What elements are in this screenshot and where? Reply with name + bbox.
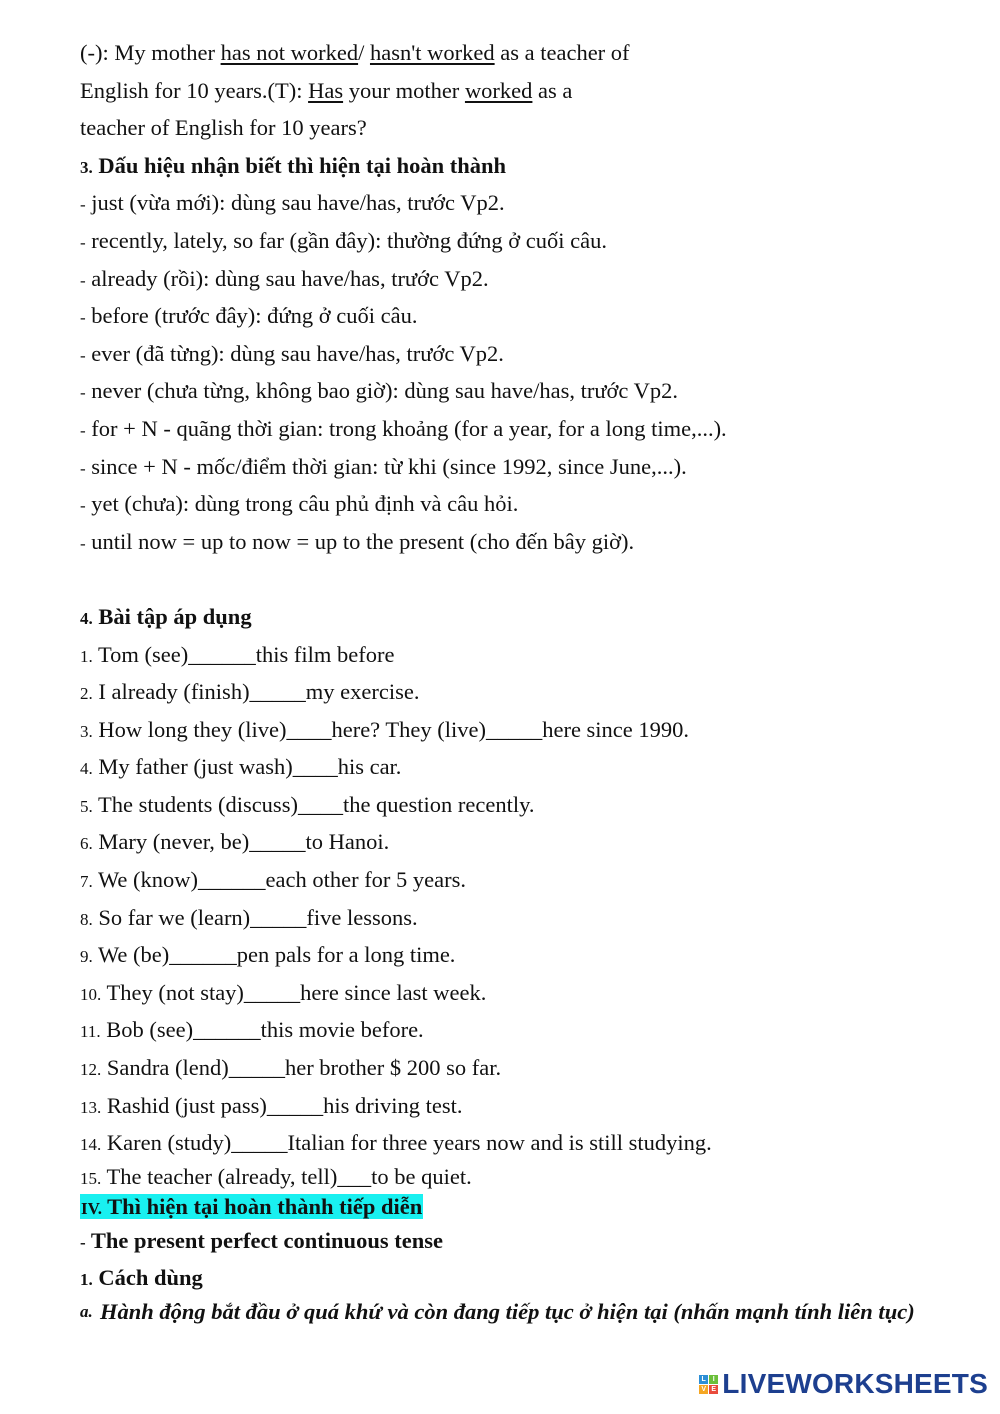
- exercise-item[interactable]: 15. The teacher (already, tell)___to be quiet.: [80, 1163, 472, 1189]
- exercise-item[interactable]: 12. Sandra (lend)_____her brother $ 200 so far.: [80, 1055, 502, 1081]
- underlined-verb: Has: [308, 77, 344, 103]
- worksheet-page: [80, 34, 940, 1326]
- list-item: - recently, lately, so far (gần đây): thường đứng ở cuối câu.: [80, 227, 608, 253]
- list-item: - never (chưa từng, không bao giờ): dùng sau have/has, trước Vp2.: [80, 378, 678, 404]
- exercise-item[interactable]: 9. We (be)______pen pals for a long time.: [80, 942, 456, 968]
- logo-tile: E: [709, 1385, 718, 1394]
- underlined-verb: worked: [464, 77, 533, 103]
- liveworksheets-logo-icon: [699, 1375, 718, 1394]
- intro-text: your mother: [343, 77, 465, 103]
- section-title: Bài tập áp dụng: [98, 603, 252, 629]
- list-item: - ever (đã từng): dùng sau have/has, trước Vp2.: [80, 340, 504, 366]
- section-title: Dấu hiệu nhận biết thì hiện tại hoàn thành: [98, 152, 507, 178]
- list-item: - since + N - mốc/điểm thời gian: từ khi (since 1992, since June,...).: [80, 453, 687, 479]
- liveworksheets-logo[interactable]: [699, 1368, 988, 1400]
- exercise-item[interactable]: 3. How long they (live)____here? They (live)_____here since 1990.: [80, 716, 690, 742]
- exercise-item[interactable]: 10. They (not stay)_____here since last week.: [80, 979, 487, 1005]
- usage-heading: 1. Cách dùng: [80, 1265, 203, 1291]
- list-item: - until now = up to now = up to the present (cho đến bây giờ).: [80, 528, 635, 554]
- logo-tile: L: [699, 1375, 708, 1384]
- exercise-item[interactable]: 11. Bob (see)______this movie before.: [80, 1017, 424, 1043]
- section-number: 3.: [80, 157, 93, 177]
- intro-line-2: [80, 72, 940, 110]
- list-item: - for + N - quãng thời gian: trong khoảng (for a year, for a long time,...).: [80, 415, 727, 441]
- exercise-item[interactable]: 7. We (know)______each other for 5 years.: [80, 867, 467, 893]
- highlighted-heading: IV. Thì hiện tại hoàn thành tiếp diễn: [81, 1193, 423, 1219]
- exercise-item[interactable]: 6. Mary (never, be)_____to Hanoi.: [80, 829, 390, 855]
- exercise-list: [80, 636, 940, 1192]
- list-item: - before (trước đây): đứng ở cuối câu.: [80, 303, 418, 329]
- intro-line-3: teacher of English for 10 years?: [80, 115, 367, 141]
- list-item: - already (rồi): dùng sau have/has, trước Vp2.: [80, 265, 489, 291]
- exercise-item[interactable]: 13. Rashid (just pass)_____his driving test.: [80, 1092, 463, 1118]
- logo-tile: I: [709, 1375, 718, 1384]
- exercise-item[interactable]: 1. Tom (see)______this film before: [80, 641, 395, 667]
- section-iv-subtitle: - The present perfect continuous tense: [80, 1227, 443, 1253]
- section-iv-heading: [80, 1192, 940, 1222]
- section-4-heading: [80, 598, 940, 636]
- intro-text: as a: [532, 77, 573, 103]
- exercise-item[interactable]: 5. The students (discuss)____the question recently.: [80, 791, 535, 817]
- section-3-heading: [80, 147, 940, 185]
- logo-text: LIVEWORKSHEETS: [722, 1368, 988, 1399]
- intro-line-1: [80, 34, 940, 72]
- intro-text: (-): My mother: [80, 40, 221, 65]
- exercise-item[interactable]: 4. My father (just wash)____his car.: [80, 754, 402, 780]
- intro-text: English for 10 years.(T):: [80, 77, 309, 103]
- list-item: - just (vừa mới): dùng sau have/has, trước Vp2.: [80, 190, 505, 216]
- usage-item-a: a. Hành động bắt đầu ở quá khứ và còn đang tiếp tục ở hiện tại (nhấn mạnh tính liên tục): [80, 1299, 915, 1324]
- section-number: 4.: [80, 608, 93, 628]
- exercise-item[interactable]: 14. Karen (study)_____Italian for three years now and is still studying.: [80, 1130, 712, 1156]
- signal-word-list: [80, 184, 940, 560]
- intro-text: /: [358, 40, 370, 65]
- logo-tile: V: [699, 1385, 708, 1394]
- exercise-item[interactable]: 2. I already (finish)_____my exercise.: [80, 679, 420, 705]
- list-item: - yet (chưa): dùng trong câu phủ định và câu hỏi.: [80, 491, 519, 517]
- intro-text: as a teacher of: [494, 40, 630, 65]
- underlined-verb: has not worked: [220, 40, 359, 65]
- exercise-item[interactable]: 8. So far we (learn)_____five lessons.: [80, 904, 418, 930]
- underlined-verb: hasn't worked: [369, 40, 495, 65]
